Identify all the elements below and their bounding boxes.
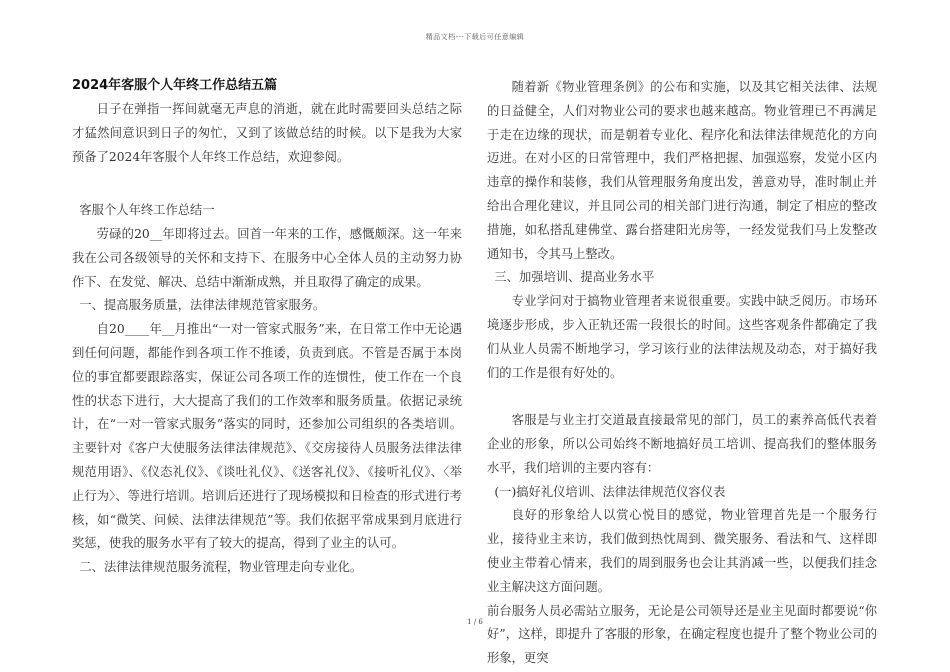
left-column [72, 76, 462, 580]
body-paragraph: 自20____年__月推出“一对一管家式服务”来，在日常工作中无论遇到任何问题，都能作到各项工作不推诿，负责到底。不管是否属于本岗位的事宜都要跟踪落实，保证公司各项工作的连惯性，使工作在一个良性的状态下进行，大大提高了我们的工作效率和服务质量。依据记录统计，在“一对一管家式服务”落实的同时，还参加公司组织的各类培训。主要针对《客户大使服务法律法律规范》、《交房接待人员服务法律法律规范用语》、《仪态礼仪》、《谈吐礼仪》、《送客礼仪》、《接听礼仪》、〈举止行为〉、等进行培训。培训后还进行了现场模拟和日检查的形式进行考核，如“微笑、问候、法律法律规范”等。我们依据平常成果到月底进行奖惩，使我的服务水平有了较大的提高，得到了业主的认可。 [72, 322, 462, 551]
section-heading: 二、法律法律规范服务流程，物业管理走向专业化。 [79, 560, 363, 575]
document-title: 2024年客服个人年终工作总结五篇 [72, 78, 278, 93]
body-paragraph: 随着新《物业管理条例》的公布和实施，以及其它相关法律、法规的日益健全，人们对物业公司的要求也越来越高。物业管理已不再满足于走在边缘的现状，而是朝着专业化、程序化和法律法律规范化的方向迈进。在对小区的日常管理中，我们严格把握、加强巡察，发觉小区内违章的操作和装修，我们从管理服务角度出发，善意劝导，准时制止并给出合理化建议，并且同公司的相关部门进行沟通，制定了相应的整改措施，如私搭乱建佛堂、露台搭建阳光房等，一经发觉我们马上发整改通知书，令其马上整改。 [487, 80, 877, 261]
page-number: 1 / 6 [467, 618, 483, 626]
section-title: 客服个人年终工作总结一 [79, 203, 215, 218]
section-heading: 一、提高服务质量，法律法律规范管家服务。 [79, 298, 326, 313]
intro-paragraph: 日子在弹指一挥间就毫无声息的消逝，就在此时需要回头总结之际才猛然间意识到日子的匆忙，又到了该做总结的时候。以下是我为大家预备了2024年客服个人年终工作总结，欢迎参阅。 [72, 102, 462, 164]
section-heading: (一)搞好礼仪培训、法律法律规范仪容仪表 [494, 484, 726, 499]
document-header-note: 精品文档---下载后可任意编辑 [425, 33, 525, 41]
right-column [487, 76, 877, 671]
paragraph-spacer [487, 385, 877, 409]
body-paragraph: 专业学问对于搞物业管理者来说很重要。实践中缺乏阅历。市场环境逐步形成，步入正轨还需一段很长的时间。这些客观条件都确定了我们从业人员需不断地学习，学习该行业的法律法规及动态，对于搞好我们的工作是很有好处的。 [487, 294, 877, 380]
body-paragraph: 良好的形象给人以赏心悦目的感觉，物业管理首先是一个服务行业，接待业主来访，我们做到热忱周到、微笑服务、看法和气、这样即使业主带着心情来，我们的周到服务也会让其消减一些，以便我们挂念业主解决这方面问题。 [487, 508, 877, 594]
body-paragraph: 客服是与业主打交道最直接最常见的部门，员工的素养高低代表着企业的形象，所以公司始终不断地搞好员工培训、提高我们的整体服务水平，我们培训的主要内容有： [487, 413, 877, 475]
body-paragraph: 前台服务人员必需站立服务，无论是公司领导还是业主见面时都要说“你好”，这样，即提升了客服的形象，在确定程度也提升了整个物业公司的形象，更突 [487, 603, 877, 666]
paragraph-spacer [72, 169, 462, 193]
body-paragraph: 劳碌的20__年即将过去。回首一年来的工作，感慨颇深。这一年来我在公司各级领导的关怀和支持下、在服务中心全体人员的主动努力协作下、在发觉、解决、总结中渐渐成熟，并且取得了确定的成果。 [72, 226, 462, 289]
section-heading: 三、加强培训、提高业务水平 [494, 270, 655, 285]
